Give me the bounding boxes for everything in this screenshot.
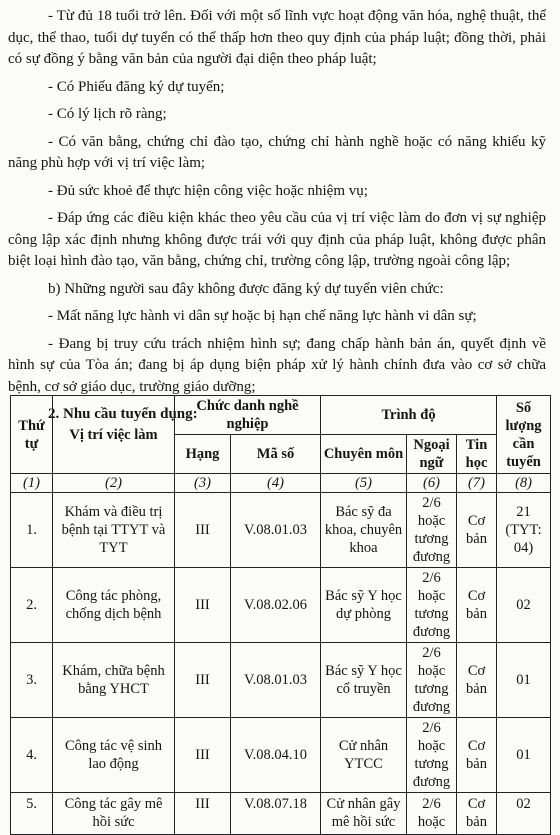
index-cell: (8) <box>497 474 551 493</box>
header-it: Tin học <box>457 435 497 474</box>
index-cell: (1) <box>11 474 53 493</box>
table-row <box>11 493 551 568</box>
cell-specialty: Bác sỹ Y học cổ truyền <box>321 643 407 718</box>
cell-stt: 3. <box>11 643 53 718</box>
cell-language: 2/6 hoặc tương đương <box>407 493 457 568</box>
paragraph: - Đáp ứng các điều kiện khác theo yêu cầu của vị trí việc làm do đơn vị sự nghiệp công lập xác định nhưng không được trái với quy định của pháp luật, không được phân biệt loại hình đào tạo, văn bằng, chứng chỉ, trường công lập, trường ngoài công lập; <box>8 210 546 269</box>
cell-specialty: Cử nhân gây mê hồi sức <box>321 793 407 835</box>
cell-stt: 4. <box>11 718 53 793</box>
cell-specialty: Cử nhân YTCC <box>321 718 407 793</box>
index-cell: (4) <box>231 474 321 493</box>
cell-position: Khám, chữa bệnh bằng YHCT <box>53 643 175 718</box>
cell-position: Khám và điều trị bệnh tại TTYT và TYT <box>53 493 175 568</box>
header-title-group: Chức danh nghề nghiệp <box>175 396 321 435</box>
cell-position: Công tác vệ sinh lao động <box>53 718 175 793</box>
cell-grade: III <box>175 793 231 835</box>
cell-code: V.08.07.18 <box>231 793 321 835</box>
cell-code: V.08.02.06 <box>231 568 321 643</box>
cell-code: V.08.01.03 <box>231 643 321 718</box>
cell-grade: III <box>175 718 231 793</box>
paragraph: - Đang bị truy cứu trách nhiệm hình sự; đang chấp hành bản án, quyết định về hình sự của Tòa án; đang bị áp dụng biện pháp xử lý hành chính đưa vào cơ sở chữa bệnh, cơ sở giáo dục, trường giáo dưỡng; <box>8 335 546 395</box>
header-grade: Hạng <box>175 435 231 474</box>
table-row <box>11 568 551 643</box>
cell-it: Cơ bản <box>457 568 497 643</box>
cell-language: 2/6 hoặc tương đương <box>407 643 457 718</box>
paragraph: - Từ đủ 18 tuổi trở lên. Đối với một số lĩnh vực hoạt động văn hóa, nghệ thuật, thể dục, thể thao, tuổi dự tuyển có thể thấp hơn theo quy định của pháp luật; đồng thời, phải có sự đồng ý bằng văn bản của người đại diện theo pháp luật; <box>8 8 546 67</box>
cell-it: Cơ bản <box>457 718 497 793</box>
index-cell: (7) <box>457 474 497 493</box>
cell-specialty: Bác sỹ Y học dự phòng <box>321 568 407 643</box>
index-cell: (3) <box>175 474 231 493</box>
cell-language: 2/6 hoặc <box>407 793 457 835</box>
cell-grade: III <box>175 493 231 568</box>
index-cell: (5) <box>321 474 407 493</box>
index-cell: (6) <box>407 474 457 493</box>
header-stt: Thứ tự <box>11 396 53 474</box>
paragraph: - Mất năng lực hành vi dân sự hoặc bị hạn chế năng lực hành vi dân sự; <box>48 308 477 324</box>
cell-count: 01 <box>497 643 551 718</box>
cell-code: V.08.01.03 <box>231 493 321 568</box>
table-row <box>11 718 551 793</box>
cell-stt: 5. <box>11 793 53 835</box>
table-row <box>11 643 551 718</box>
cell-grade: III <box>175 568 231 643</box>
document-body <box>8 6 546 426</box>
paragraph: - Có lý lịch rõ ràng; <box>48 106 167 122</box>
cell-count: 02 <box>497 568 551 643</box>
cell-count: 02 <box>497 793 551 835</box>
header-specialty: Chuyên môn <box>321 435 407 474</box>
cell-language: 2/6 hoặc tương đương <box>407 568 457 643</box>
index-cell: (2) <box>53 474 175 493</box>
section-heading: 2. Nhu cầu tuyển dụng: <box>48 406 198 422</box>
header-count: Số lượng cần tuyển <box>497 396 551 474</box>
cell-specialty: Bác sỹ đa khoa, chuyên khoa <box>321 493 407 568</box>
cell-stt: 1. <box>11 493 53 568</box>
cell-code: V.08.04.10 <box>231 718 321 793</box>
cell-count: 21 (TYT: 04) <box>497 493 551 568</box>
header-language: Ngoại ngữ <box>407 435 457 474</box>
cell-count: 01 <box>497 718 551 793</box>
cell-position: Công tác phòng, chống dịch bệnh <box>53 568 175 643</box>
cell-position: Công tác gây mê hồi sức <box>53 793 175 835</box>
cell-it: Cơ bản <box>457 643 497 718</box>
paragraph: - Có văn bằng, chứng chỉ đào tạo, chứng chỉ hành nghề hoặc có năng khiếu kỹ năng phù hợp với vị trí việc làm; <box>8 133 546 171</box>
header-code: Mã số <box>231 435 321 474</box>
cell-it: Cơ bản <box>457 493 497 568</box>
cell-grade: III <box>175 643 231 718</box>
paragraph: - Đủ sức khoẻ để thực hiện công việc hoặc nhiệm vụ; <box>48 182 368 199</box>
header-level-group: Trình độ <box>321 396 497 435</box>
recruitment-table <box>10 395 551 835</box>
cell-stt: 2. <box>11 568 53 643</box>
table-row <box>11 793 551 835</box>
cell-language: 2/6 hoặc tương đương <box>407 718 457 793</box>
cell-it: Cơ bản <box>457 793 497 835</box>
paragraph: b) Những người sau đây không được đăng ký dự tuyển viên chức: <box>48 280 444 297</box>
paragraph: - Có Phiếu đăng ký dự tuyển; <box>48 78 225 95</box>
header-position: Vị trí việc làm <box>53 396 175 474</box>
